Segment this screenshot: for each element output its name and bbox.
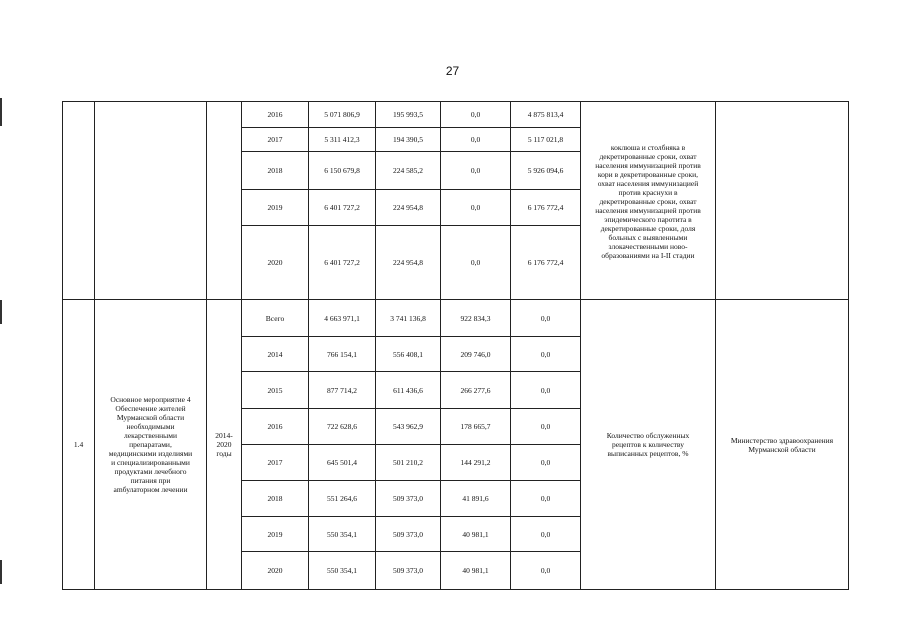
cell-total: 5 311 412,3 [309, 128, 376, 152]
page-number: 27 [445, 64, 460, 78]
cell-regional: 224 954,8 [376, 226, 441, 300]
cell-regional: 509 373,0 [376, 517, 441, 552]
cell-federal: 0,0 [511, 445, 581, 481]
cell-regional: 543 962,9 [376, 409, 441, 445]
cell-federal: 4 875 813,4 [511, 102, 581, 128]
cell-activity-executor: Министерство здравоохранения Мурманской области [716, 300, 849, 590]
cell-federal: 0,0 [511, 337, 581, 372]
cell-regional: 224 954,8 [376, 190, 441, 226]
table-row [63, 102, 849, 128]
cell-regional: 3 741 136,8 [376, 300, 441, 337]
cell-local: 0,0 [441, 128, 511, 152]
cell-period-empty [207, 102, 242, 300]
cell-local: 40 981,1 [441, 552, 511, 590]
cell-federal: 0,0 [511, 552, 581, 590]
cell-year: 2015 [242, 372, 309, 409]
cell-federal: 0,0 [511, 300, 581, 337]
cell-regional: 509 373,0 [376, 481, 441, 517]
cell-total: 6 401 727,2 [309, 190, 376, 226]
cell-local: 209 746,0 [441, 337, 511, 372]
cell-local: 922 834,3 [441, 300, 511, 337]
cell-total: 6 401 727,2 [309, 226, 376, 300]
cell-activity-number: 1.4 [63, 300, 95, 590]
cell-year: 2018 [242, 152, 309, 190]
cell-regional: 501 210,2 [376, 445, 441, 481]
cell-total: 722 628,6 [309, 409, 376, 445]
cell-year: 2017 [242, 128, 309, 152]
margin-mark-middle [0, 300, 2, 324]
cell-indicator: коклюша и столбняка в декретированные сроки, охват населения иммунизацией против кори в декретированные сроки, охват населения иммунизацией против краснухи в декретированные сроки, охват населения иммунизацией против эпидемического паротита в декретированные сроки, доля больных с выявленными злокачественными ново- образованиями на I-II стадии [581, 102, 716, 300]
cell-total: 550 354,1 [309, 517, 376, 552]
cell-year: Всего [242, 300, 309, 337]
cell-total: 551 264,6 [309, 481, 376, 517]
cell-local: 41 891,6 [441, 481, 511, 517]
cell-number-empty [63, 102, 95, 300]
cell-federal: 0,0 [511, 372, 581, 409]
cell-local: 40 981,1 [441, 517, 511, 552]
cell-local: 0,0 [441, 226, 511, 300]
cell-regional: 509 373,0 [376, 552, 441, 590]
cell-federal: 0,0 [511, 409, 581, 445]
cell-local: 0,0 [441, 190, 511, 226]
cell-name-empty [95, 102, 207, 300]
cell-executor-empty [716, 102, 849, 300]
cell-total: 877 714,2 [309, 372, 376, 409]
cell-activity-indicator: Количество обслуженных рецептов к количеству выписанных рецептов, % [581, 300, 716, 590]
cell-year: 2020 [242, 226, 309, 300]
table-row [63, 300, 849, 337]
cell-total: 550 354,1 [309, 552, 376, 590]
cell-federal: 0,0 [511, 481, 581, 517]
cell-year: 2020 [242, 552, 309, 590]
cell-federal: 5 117 021,8 [511, 128, 581, 152]
cell-regional: 195 993,5 [376, 102, 441, 128]
margin-mark-bottom [0, 560, 2, 584]
cell-year: 2019 [242, 190, 309, 226]
cell-local: 266 277,6 [441, 372, 511, 409]
cell-federal: 6 176 772,4 [511, 226, 581, 300]
cell-year: 2017 [242, 445, 309, 481]
cell-total: 645 501,4 [309, 445, 376, 481]
cell-total: 4 663 971,1 [309, 300, 376, 337]
margin-mark-top [0, 98, 2, 126]
cell-year: 2014 [242, 337, 309, 372]
cell-regional: 194 390,5 [376, 128, 441, 152]
cell-federal: 6 176 772,4 [511, 190, 581, 226]
cell-federal: 5 926 094,6 [511, 152, 581, 190]
cell-regional: 611 436,6 [376, 372, 441, 409]
cell-total: 6 150 679,8 [309, 152, 376, 190]
cell-federal: 0,0 [511, 517, 581, 552]
cell-year: 2016 [242, 102, 309, 128]
cell-activity-name: Основное мероприятие 4 Обеспечение жителей Мурманской области необходимыми лекарственными препаратами, медицинскими изделиями и специализированными продуктами лечебного питания при amбулаторном лечении [95, 300, 207, 590]
cell-local: 0,0 [441, 102, 511, 128]
cell-year: 2018 [242, 481, 309, 517]
cell-regional: 556 408,1 [376, 337, 441, 372]
cell-year: 2016 [242, 409, 309, 445]
cell-activity-period: 2014- 2020 годы [207, 300, 242, 590]
cell-local: 178 665,7 [441, 409, 511, 445]
cell-total: 766 154,1 [309, 337, 376, 372]
program-activities-table [62, 101, 849, 590]
cell-local: 144 291,2 [441, 445, 511, 481]
cell-total: 5 071 806,9 [309, 102, 376, 128]
cell-year: 2019 [242, 517, 309, 552]
cell-local: 0,0 [441, 152, 511, 190]
cell-regional: 224 585,2 [376, 152, 441, 190]
